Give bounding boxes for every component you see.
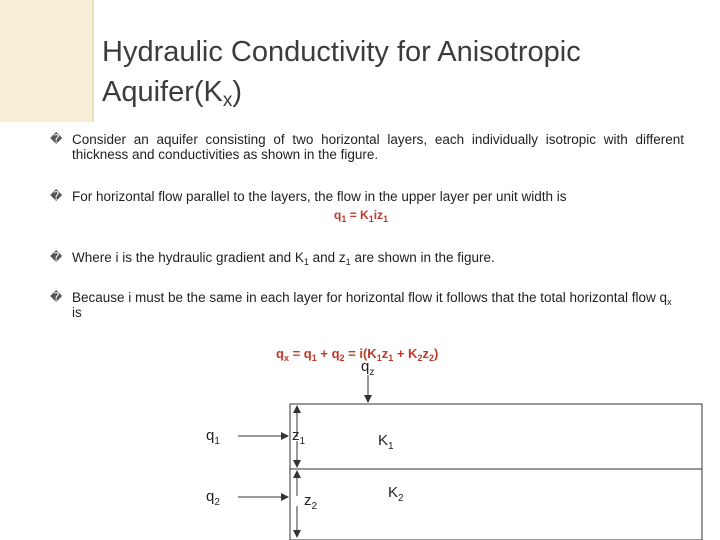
bullet-icon: � (50, 132, 63, 146)
bullet-text-2: For horizontal flow parallel to the layers, the flow in the upper layer per unit width is (72, 189, 567, 204)
z1-label: $z_1$ (292, 427, 306, 447)
title-text: Hydraulic Conductivity for Anisotropic Aquifer(K (102, 36, 581, 108)
equation-qx: $q_x = q_1 + q_2 = i(K_1z_1 + K_2z_2)$ (276, 346, 439, 363)
q1-label: $q_1$ (206, 427, 220, 447)
equation-q1: $q_1 = K_1iz_1$ (334, 208, 389, 224)
bullet-text-3: Where i is the hydraulic gradient and $K_1$ and $z_1$ are shown in the figure. (72, 250, 495, 267)
k1-label: $K_1$ (378, 432, 394, 452)
bullet-text-4: Because i must be the same in each layer for horizontal flow it follows that the total horizontal flow $q_x$ is (72, 290, 672, 320)
title-close: ) (232, 76, 243, 108)
aquifer-layers-box (290, 404, 702, 540)
z2-label: $z_2$ (304, 492, 318, 512)
qz-label: $q_z$ (361, 358, 375, 378)
bullet-icon: � (50, 250, 63, 264)
q2-label: $q_2$ (206, 488, 220, 508)
bullet-text-1: Consider an aquifer consisting of two horizontal layers, each individually isotropic with different thickness and conductivities as shown in the figure. (72, 132, 684, 162)
k2-label: $K_2$ (388, 484, 404, 504)
bullet-icon: � (50, 189, 63, 203)
bullet-icon: � (50, 290, 63, 304)
title-subscript: x (222, 90, 233, 111)
